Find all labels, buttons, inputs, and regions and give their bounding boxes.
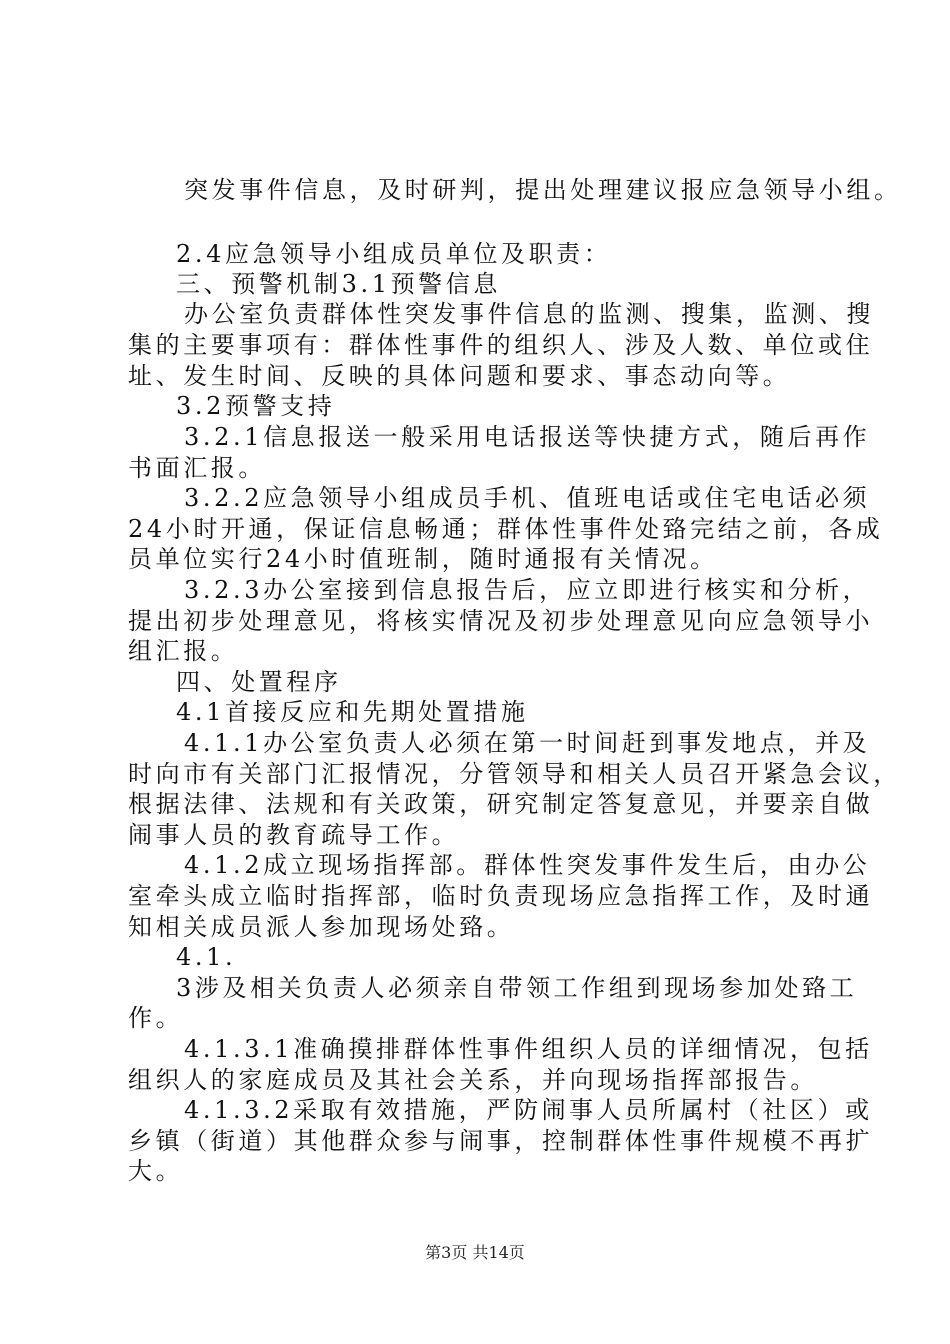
text-line-6: 址、发生时间、反映的具体问题和要求、事态动向等。 (128, 362, 791, 390)
text-line-28: 4.1.3.1准确摸排群体性事件组织人员的详细情况，包括 (184, 1035, 873, 1063)
text-line-19: 时向市有关部门汇报情况，分管领导和相关人员召开紧急会议， (128, 760, 901, 788)
text-line-18: 4.1.1办公室负责人必须在第一时间赶到事发地点，并及 (184, 729, 871, 757)
text-line-25: 4.1. (176, 943, 237, 971)
text-line-16: 四、处置程序 (176, 668, 342, 696)
text-line-30: 4.1.3.2采取有效措施，严防闹事人员所属村（社区）或 (184, 1096, 873, 1124)
text-line-4: 办公室负责群体性突发事件信息的监测、搜集，监测、搜 (184, 300, 874, 328)
text-line-8: 3.2.1信息报送一般采用电话报送等快捷方式，随后再作 (184, 423, 871, 451)
text-line-14: 提出初步处理意见，将核实情况及初步处理意见向应急领导小 (128, 607, 874, 635)
text-line-24: 知相关成员派人参加现场处臵。 (128, 913, 515, 941)
text-line-11: 24小时开通，保证信息畅通；群体性事件处臵完结之前，各成 (128, 515, 884, 543)
text-line-2: 2.4应急领导小组成员单位及职责： (176, 240, 612, 268)
text-line-1: 突发事件信息，及时研判，提出处理建议报应急领导小组。 (184, 176, 902, 204)
text-line-31: 乡镇（街道）其他群众参与闹事，控制群体性事件规模不再扩 (128, 1127, 874, 1155)
text-line-29: 组织人的家庭成员及其社会关系，并向现场指挥部报告。 (128, 1066, 818, 1094)
text-line-7: 3.2预警支持 (176, 392, 336, 420)
text-line-27: 作。 (128, 1004, 184, 1032)
text-line-17: 4.1首接反应和先期处置措施 (176, 698, 529, 726)
text-line-23: 室牵头成立临时指挥部，临时负责现场应急指挥工作，及时通 (128, 882, 874, 910)
text-line-9: 书面汇报。 (128, 454, 266, 482)
text-line-32: 大。 (128, 1157, 184, 1185)
page-number-footer: 第3页 共14页 (425, 1243, 525, 1262)
text-line-15: 组汇报。 (128, 637, 239, 665)
text-line-21: 闹事人员的教育疏导工作。 (128, 821, 460, 849)
text-line-26: 3涉及相关负责人必须亲自带领工作组到现场参加处臵工 (176, 974, 858, 1002)
text-line-22: 4.1.2成立现场指挥部。群体性突发事件发生后，由办公 (184, 851, 871, 879)
text-line-13: 3.2.3办公室接到信息报告后，应立即进行核实和分析， (184, 576, 871, 604)
text-line-10: 3.2.2应急领导小组成员手机、值班电话或住宅电话必须 (184, 484, 871, 512)
text-line-3: 三、预警机制3.1预警信息 (176, 270, 501, 298)
text-line-12: 员单位实行24小时值班制，随时通报有关情况。 (128, 545, 718, 573)
text-line-5: 集的主要事项有：群体性事件的组织人、涉及人数、单位或住 (128, 331, 874, 359)
text-line-20: 根据法律、法规和有关政策，研究制定答复意见，并要亲自做 (128, 790, 874, 818)
